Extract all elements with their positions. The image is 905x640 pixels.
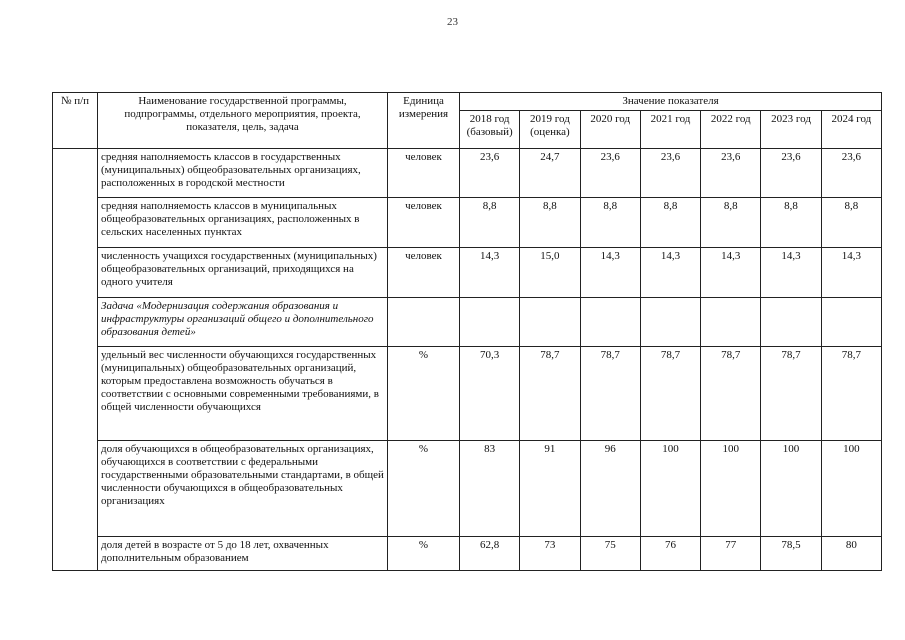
- table-row: [53, 149, 882, 198]
- indicator-table: [52, 92, 882, 571]
- value-cell: 78,7: [520, 347, 580, 441]
- value-cell: [701, 298, 761, 347]
- value-cell: [821, 298, 881, 347]
- value-cell: [640, 298, 700, 347]
- indicator-name: доля обучающихся в общеобразовательных организациях, обучающихся в соответствии с федеральными государственными образовательными стандартами, в общей численности обучающихся в общеобразовательных организациях: [98, 441, 388, 537]
- indicator-name: средняя наполняемость классов в муниципальных общеобразовательных организациях, расположенных в сельских населенных пунктах: [98, 198, 388, 248]
- value-cell: 14,3: [761, 248, 821, 298]
- header-unit: Единица измерения: [388, 93, 460, 149]
- value-cell: 14,3: [701, 248, 761, 298]
- value-cell: 100: [701, 441, 761, 537]
- value-cell: 100: [761, 441, 821, 537]
- value-cell: [520, 298, 580, 347]
- header-year: 2020 год: [580, 111, 640, 149]
- table-row: [53, 198, 882, 248]
- header-num: № п/п: [53, 93, 98, 149]
- value-cell: 75: [580, 537, 640, 571]
- unit-cell: %: [388, 347, 460, 441]
- value-cell: 96: [580, 441, 640, 537]
- header-name: Наименование государственной программы, подпрограммы, отдельного мероприятия, проекта, показателя, цель, задача: [98, 93, 388, 149]
- table-row: [53, 441, 882, 537]
- indicator-name: численность учащихся государственных (муниципальных) общеобразовательных организаций, приходящихся на одного учителя: [98, 248, 388, 298]
- header-year: 2023 год: [761, 111, 821, 149]
- value-cell: 78,5: [761, 537, 821, 571]
- task-row: [53, 298, 882, 347]
- value-cell: 14,3: [821, 248, 881, 298]
- value-cell: 78,7: [640, 347, 700, 441]
- unit-cell: человек: [388, 198, 460, 248]
- value-cell: 77: [701, 537, 761, 571]
- table-row: [53, 248, 882, 298]
- value-cell: 8,8: [580, 198, 640, 248]
- header-year: 2018 год (базовый): [460, 111, 520, 149]
- value-cell: 100: [821, 441, 881, 537]
- num-cell: [53, 149, 98, 571]
- value-cell: 23,6: [460, 149, 520, 198]
- unit-cell: человек: [388, 149, 460, 198]
- header-year: 2021 год: [640, 111, 700, 149]
- header-year: 2022 год: [701, 111, 761, 149]
- value-cell: 80: [821, 537, 881, 571]
- header-year: 2024 год: [821, 111, 881, 149]
- value-cell: 78,7: [761, 347, 821, 441]
- value-cell: 15,0: [520, 248, 580, 298]
- header-year: 2019 год (оценка): [520, 111, 580, 149]
- table-row: [53, 537, 882, 571]
- value-cell: 70,3: [460, 347, 520, 441]
- value-cell: 24,7: [520, 149, 580, 198]
- value-cell: 23,6: [640, 149, 700, 198]
- value-cell: 14,3: [460, 248, 520, 298]
- unit-cell: %: [388, 537, 460, 571]
- value-cell: [460, 298, 520, 347]
- value-cell: [761, 298, 821, 347]
- header-value-group: Значение показателя: [460, 93, 882, 111]
- value-cell: 73: [520, 537, 580, 571]
- value-cell: 8,8: [701, 198, 761, 248]
- value-cell: 14,3: [580, 248, 640, 298]
- value-cell: 78,7: [701, 347, 761, 441]
- value-cell: 14,3: [640, 248, 700, 298]
- indicator-name: доля детей в возрасте от 5 до 18 лет, охваченных дополнительным образованием: [98, 537, 388, 571]
- value-cell: 8,8: [520, 198, 580, 248]
- value-cell: 62,8: [460, 537, 520, 571]
- unit-cell: %: [388, 441, 460, 537]
- task-name: Задача «Модернизация содержания образования и инфраструктуры организаций общего и дополнительного образования детей»: [98, 298, 388, 347]
- page-number: 23: [447, 16, 458, 28]
- table-row: [53, 347, 882, 441]
- unit-cell: [388, 298, 460, 347]
- value-cell: 23,6: [701, 149, 761, 198]
- value-cell: [580, 298, 640, 347]
- value-cell: 76: [640, 537, 700, 571]
- value-cell: 100: [640, 441, 700, 537]
- value-cell: 78,7: [821, 347, 881, 441]
- unit-cell: человек: [388, 248, 460, 298]
- value-cell: 8,8: [460, 198, 520, 248]
- value-cell: 8,8: [821, 198, 881, 248]
- value-cell: 8,8: [640, 198, 700, 248]
- value-cell: 91: [520, 441, 580, 537]
- indicator-name: удельный вес численности обучающихся государственных (муниципальных) общеобразовательных организаций, которым предоставлена возможность обучаться в соответствии с основными современными требованиями, в общей численности обучающихся: [98, 347, 388, 441]
- value-cell: 78,7: [580, 347, 640, 441]
- indicator-name: средняя наполняемость классов в государственных (муниципальных) общеобразовательных организациях, расположенных в городской местности: [98, 149, 388, 198]
- value-cell: 8,8: [761, 198, 821, 248]
- value-cell: 83: [460, 441, 520, 537]
- value-cell: 23,6: [821, 149, 881, 198]
- value-cell: 23,6: [580, 149, 640, 198]
- value-cell: 23,6: [761, 149, 821, 198]
